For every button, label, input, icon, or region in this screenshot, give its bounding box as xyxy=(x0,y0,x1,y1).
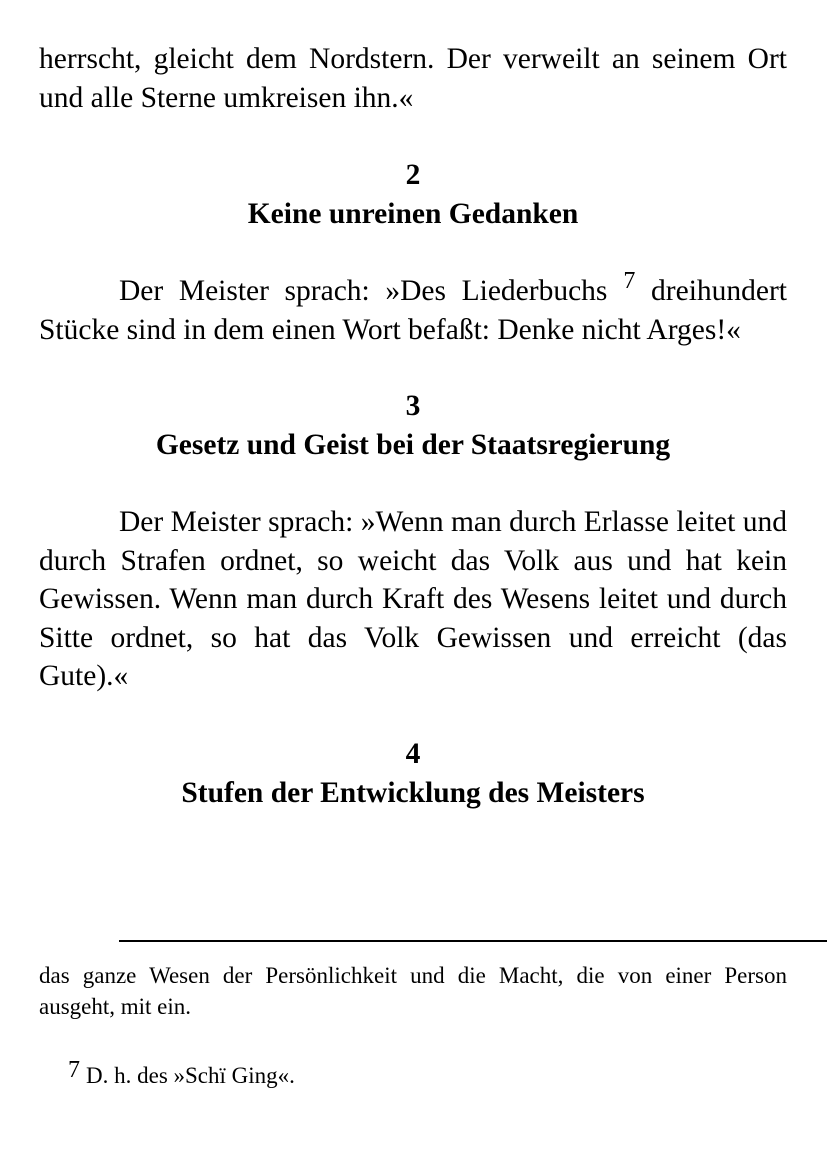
section-2-text-end: dreihundert Stücke sind in dem einen Wort befaßt: Denke nicht Arges!« xyxy=(39,275,788,346)
footnote-7 xyxy=(68,1057,816,1092)
footnote-7-text: D. h. des »Schï Ging«. xyxy=(86,1063,295,1088)
section-2-paragraph xyxy=(39,268,788,349)
section-4-number: 4 xyxy=(405,737,421,770)
section-3-paragraph: Der Meister sprach: »Wenn man durch Erlasse leitet und durch Strafen ordnet, so weicht das Volk aus und hat kein Gewissen. Wenn man durch Kraft des Wesens leitet und durch Sitte ordnet, so hat das Volk Gewissen und erreicht (das Gute).« xyxy=(39,506,787,692)
section-3-title: Gesetz und Geist bei der Staatsregierung xyxy=(155,429,671,461)
footnote-7-number: 7 xyxy=(68,1057,80,1083)
section-4-title: Stufen der Entwicklung des Meisters xyxy=(181,776,645,809)
section-2-number: 2 xyxy=(405,159,421,191)
footnote-continuation: das ganze Wesen der Persönlichkeit und die Macht, die von einer Person ausgeht, mit ein. xyxy=(39,963,787,1019)
section-2-title: Keine unreinen Gedanken xyxy=(247,198,579,230)
footnote-reference-7[interactable]: 7 xyxy=(623,268,636,294)
section-3-number: 3 xyxy=(405,390,421,422)
page-body xyxy=(39,40,787,813)
continuation-paragraph: herrscht, gleicht dem Nordstern. Der verweilt an seinem Ort und alle Sterne umkreisen ihn.« xyxy=(39,43,787,114)
section-2-text-start: Der Meister sprach: »Des Liederbuchs xyxy=(119,275,608,307)
footnote-separator-rule xyxy=(119,940,827,942)
